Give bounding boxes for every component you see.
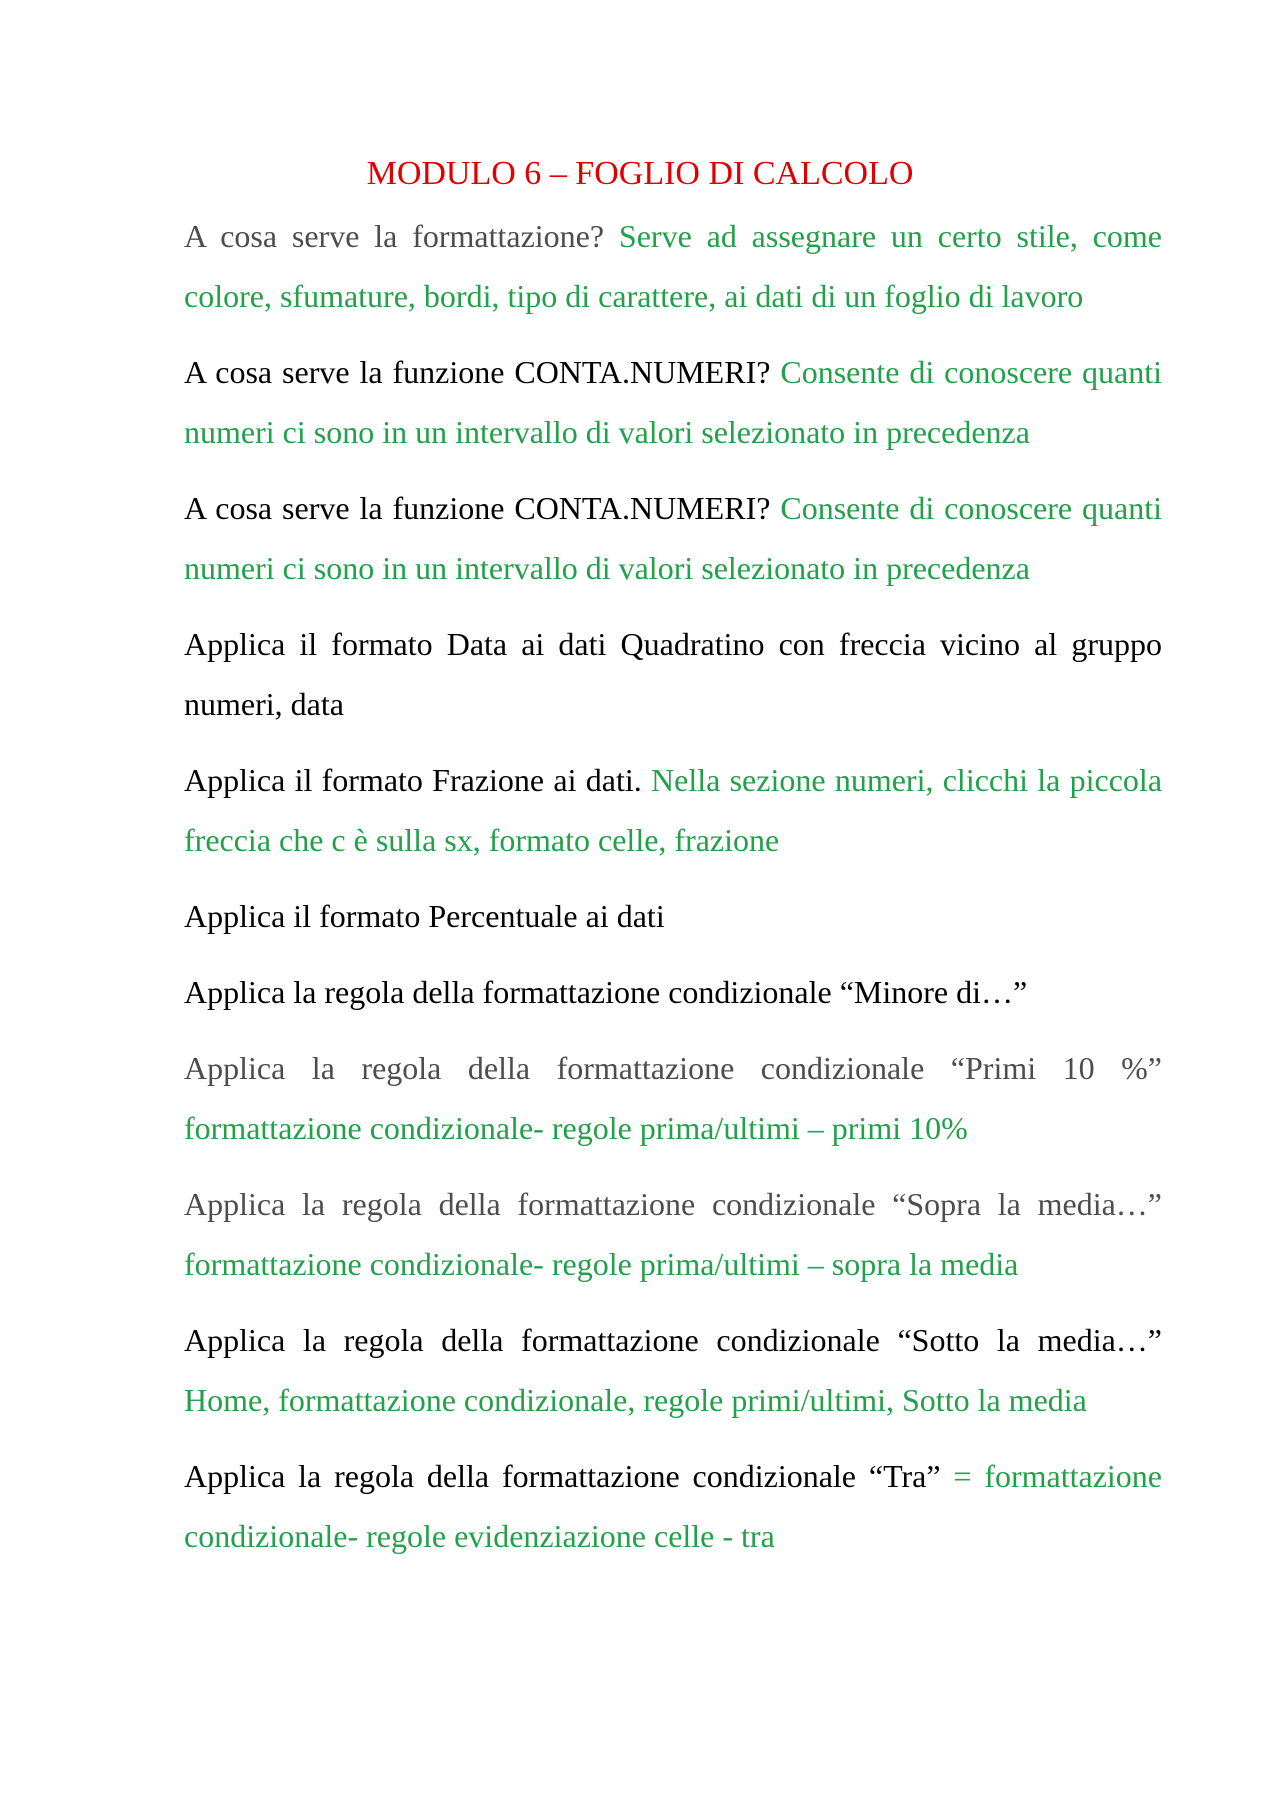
- qa-item-conta-numeri-2: [184, 478, 1162, 598]
- qa-item-formato-percentuale: [184, 886, 1162, 946]
- qa-item-conta-numeri-1: [184, 342, 1162, 462]
- qa-item-formato-data: [184, 614, 1162, 734]
- question-text: Applica il formato Percentuale ai dati: [184, 898, 665, 934]
- answer-text: Consente di conoscere quanti numeri ci sono in un intervallo di valori selezionato in precedenza: [184, 354, 1163, 450]
- page-title: MODULO 6 – FOGLIO DI CALCOLO: [366, 155, 914, 192]
- question-text: A cosa serve la funzione CONTA.NUMERI?: [184, 354, 771, 390]
- qa-item-formattazione: [184, 206, 1162, 326]
- question-text: Applica il formato Frazione ai dati.: [184, 762, 642, 798]
- qa-item-minore-di: [184, 962, 1162, 1022]
- answer-text: Nella sezione numeri, clicchi la piccola freccia che c è sulla sx, formato celle, frazione: [184, 762, 1163, 858]
- question-text: A cosa serve la funzione CONTA.NUMERI?: [184, 490, 771, 526]
- question-text: Applica la regola della formattazione condizionale “Sopra la media…”: [184, 1186, 1162, 1222]
- question-text: Applica la regola della formattazione condizionale “Sotto la media…”: [184, 1322, 1162, 1358]
- qa-item-primi-10: [184, 1038, 1162, 1158]
- question-text: Applica la regola della formattazione condizionale “Minore di…”: [184, 974, 1028, 1010]
- qa-item-sopra-media: [184, 1174, 1162, 1294]
- answer-text: Home, formattazione condizionale, regole primi/ultimi, Sotto la media: [184, 1382, 1087, 1418]
- question-text: Applica la regola della formattazione condizionale “Tra”: [184, 1458, 941, 1494]
- qa-list: [184, 206, 1162, 1582]
- answer-text: Consente di conoscere quanti numeri ci sono in un intervallo di valori selezionato in precedenza: [184, 490, 1163, 586]
- qa-item-sotto-media: [184, 1310, 1162, 1430]
- answer-text: formattazione condizionale- regole prima/ultimi – sopra la media: [184, 1246, 1019, 1282]
- qa-item-formato-frazione: [184, 750, 1162, 870]
- question-text: Applica la regola della formattazione condizionale “Primi 10 %”: [184, 1050, 1162, 1086]
- answer-text: = formattazione condizionale- regole evidenziazione celle - tra: [184, 1458, 1162, 1554]
- question-text: Applica il formato Data ai dati Quadratino con freccia vicino al gruppo numeri, data: [184, 626, 1162, 722]
- answer-text: Serve ad assegnare un certo stile, come colore, sfumature, bordi, tipo di carattere, ai dati di un foglio di lavoro: [184, 218, 1162, 314]
- answer-text: formattazione condizionale- regole prima/ultimi – primi 10%: [184, 1110, 968, 1146]
- qa-item-tra: [184, 1446, 1162, 1566]
- question-text: A cosa serve la formattazione?: [184, 218, 605, 254]
